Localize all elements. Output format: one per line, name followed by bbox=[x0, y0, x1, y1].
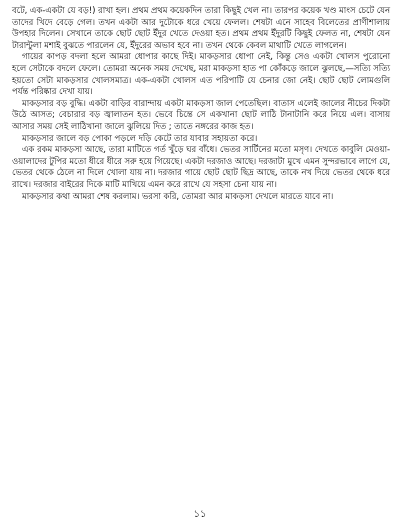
paragraph-spider-intelligence: মাকড়সার বড় বুদ্ধি। একটা বাড়ির বারান্দায় একটা মাকড়সা জাল পেতেছিল। বাতাস এলেই জালের নীচের দিকটা উঠে আসত; বেচারার বড় জ্বালাতন হত। ভেবে চিন্তে সে একখানা ছোট লাঠি টানাটানি করে নিয়ে এল। বাসায় আসার সময় সেই লাঠিখানা জালে ঝুলিয়ে দিত ; তাতে নঙ্গরের কাজ হত। bbox=[12, 98, 390, 132]
page-number: ১১ bbox=[193, 509, 207, 520]
paragraph-trapdoor-spider: এক রকম মাকড়সা আছে, তারা মাটিতে গর্ত খুঁড়ে ঘর বাঁধে। ভেতর সার্টিনের মতো মসৃণ। দেখতে কাবুলি মেওয়া-ওয়ালাদের টুপির মতো ধীরে ধীরে সরু হয়ে গিয়েছে। একটা দরজাও আছে। দরজাটা মুখে এমন সুন্দরভাবে লাগে যে, ভেতর থেকে ঠেলে না দিলে খোলা যায় না। দরজার গায়ে ছোট ছোট ছিদ্র আছে, তাকে নখ দিয়ে ভেতর থেকে ধরে রাখে। দরজার বাইরের দিকে মাটি মাখিয়ে এমন করে রাখে যে সহসা চেনা যায় না। bbox=[12, 145, 390, 190]
paragraph-web-cutting: মাকড়সার জালে বড় পোকা পড়লে দড়ি কেটে তার যাবার সহায়তা করে। bbox=[22, 133, 258, 144]
paragraph-continuation: বটে, এক-একটা যে বড়!) রাখা হল। প্রথম প্রথম কয়েকদিন তারা কিছুই খেল না। তারপর কয়েক খণ্ড মাংস চেটে যেন তাদের খিদে বেড়ে গেল। তখন একটা আর দুটোকে ধরে খেয়ে ফেলল। শেষটা এনে সাহেব বিলেতের প্রাণীশালায় উপহার দিলেন। সেখানে তাকে ছোট ছোট ইঁদুর খেতে দেওয়া হত। প্রথম প্রথম ইঁদুরটি কিছুই ফেলত না, শেষটা যেন টারান্টুলা মশাই বুঝতে পারলেন যে, ইঁদুরের অভাব হবে না। তখন থেকে কেবল মাথাটি খেতে লাগলেন। bbox=[12, 6, 390, 51]
paragraph-conclusion: মাকড়সার কথা আমরা শেষ করলাম। ভরসা করি, তোমরা আর মাকড়সা দেখলে মারতে যাবে না। bbox=[22, 191, 334, 202]
body-text bbox=[12, 6, 390, 203]
paragraph-molting: গায়ের কাপড় বদলা হলে আমরা ধোপার কাছে দিই। মাকড়সার ধোপা নেই, কিন্তু সেও একটা খোলস পুরোনো হলে সেটাকে বদলে ফেলে। তোমরা অনেক সময় দেখেছ, মরা মাকড়সা হাত পা কোঁকড়ে জালে ঝুলছে,—সত্যি সত্যি হয়তো সেটা মাকড়সার খোলসমাত্র। এক-একটা খোলস এত পরিপাটি যে চেনার জো নেই। ছোট ছোট লোমগুলি পর্যন্ত পরিষ্কার দেখা যায়। bbox=[12, 52, 390, 98]
